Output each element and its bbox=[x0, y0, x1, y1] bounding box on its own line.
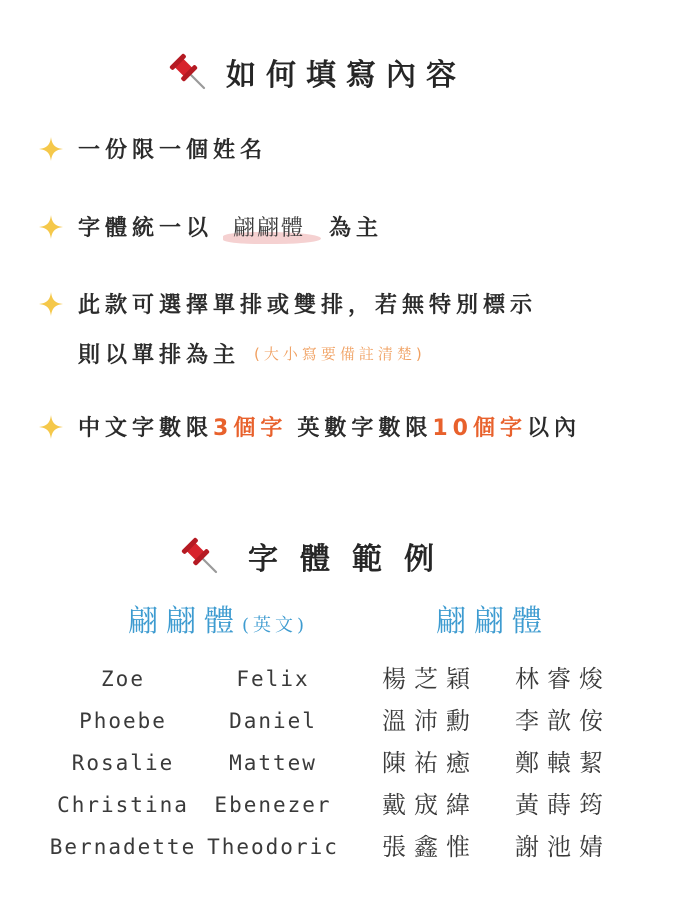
sparkle-icon bbox=[38, 214, 64, 240]
sparkle-icon bbox=[38, 414, 64, 440]
font-name-highlight: 翩翩體 bbox=[223, 209, 315, 244]
chinese-sample-label: 翩翩體 bbox=[436, 604, 550, 639]
sample-name: Phoebe bbox=[79, 709, 167, 733]
sample-name: 張鑫惟 bbox=[382, 833, 478, 861]
sample-name: 溫沛勳 bbox=[382, 707, 478, 735]
chinese-limit: 3個字 bbox=[213, 416, 288, 441]
rule-text: 為主 bbox=[329, 216, 384, 241]
chinese-samples-col1 bbox=[370, 658, 490, 868]
rule-text: 字體統一以 bbox=[78, 216, 214, 241]
sample-name: 黃蒔筠 bbox=[515, 791, 611, 819]
sample-name: Theodoric bbox=[207, 835, 339, 859]
sample-name: Felix bbox=[236, 667, 310, 691]
sample-name: 謝池婧 bbox=[515, 833, 611, 861]
sparkle-icon bbox=[38, 291, 64, 317]
rule-text: 英數字數限 bbox=[297, 416, 433, 441]
sample-name: Rosalie bbox=[71, 751, 175, 775]
rule-item bbox=[38, 209, 383, 244]
sample-name: 李歆侒 bbox=[515, 707, 611, 735]
rule-text: 一份限一個姓名 bbox=[78, 138, 268, 163]
rule-item bbox=[38, 411, 581, 442]
rule-item bbox=[38, 133, 267, 164]
page-title: 如何填寫內容 bbox=[226, 58, 466, 93]
sparkle-icon bbox=[38, 136, 64, 162]
sample-name: 林睿焌 bbox=[515, 665, 611, 693]
sample-name: Daniel bbox=[229, 709, 317, 733]
sample-name: 陳祐癒 bbox=[382, 749, 478, 777]
rule-text: 以內 bbox=[526, 416, 581, 441]
rule-item bbox=[38, 288, 537, 319]
section-title: 字體範例 bbox=[248, 542, 456, 577]
sample-name: Bernadette bbox=[49, 835, 197, 859]
rule-text: 則以單排為主 bbox=[78, 343, 241, 368]
chinese-samples-col2 bbox=[503, 658, 623, 868]
sample-name: 鄭轅絜 bbox=[515, 749, 611, 777]
sample-name: Christina bbox=[57, 793, 189, 817]
english-limit: 10個字 bbox=[432, 416, 527, 441]
rule-item-continued bbox=[78, 338, 426, 369]
sample-name: 楊芝穎 bbox=[382, 665, 478, 693]
sample-name: 戴宬緯 bbox=[382, 791, 478, 819]
english-samples-col1 bbox=[48, 658, 198, 868]
sample-name: Zoe bbox=[101, 667, 145, 691]
english-samples-col2 bbox=[198, 658, 348, 868]
sample-name: Ebenezer bbox=[214, 793, 332, 817]
rule-text: 此款可選擇單排或雙排，若無特別標示 bbox=[78, 293, 538, 318]
english-sample-label: 翩翩體(英文) bbox=[128, 604, 309, 639]
rule-note: (大小寫要備註清楚) bbox=[254, 345, 426, 363]
pushpin-icon bbox=[168, 52, 208, 92]
pushpin-icon bbox=[180, 536, 220, 576]
rule-text: 中文字數限 bbox=[78, 416, 214, 441]
sample-name: Mattew bbox=[229, 751, 317, 775]
